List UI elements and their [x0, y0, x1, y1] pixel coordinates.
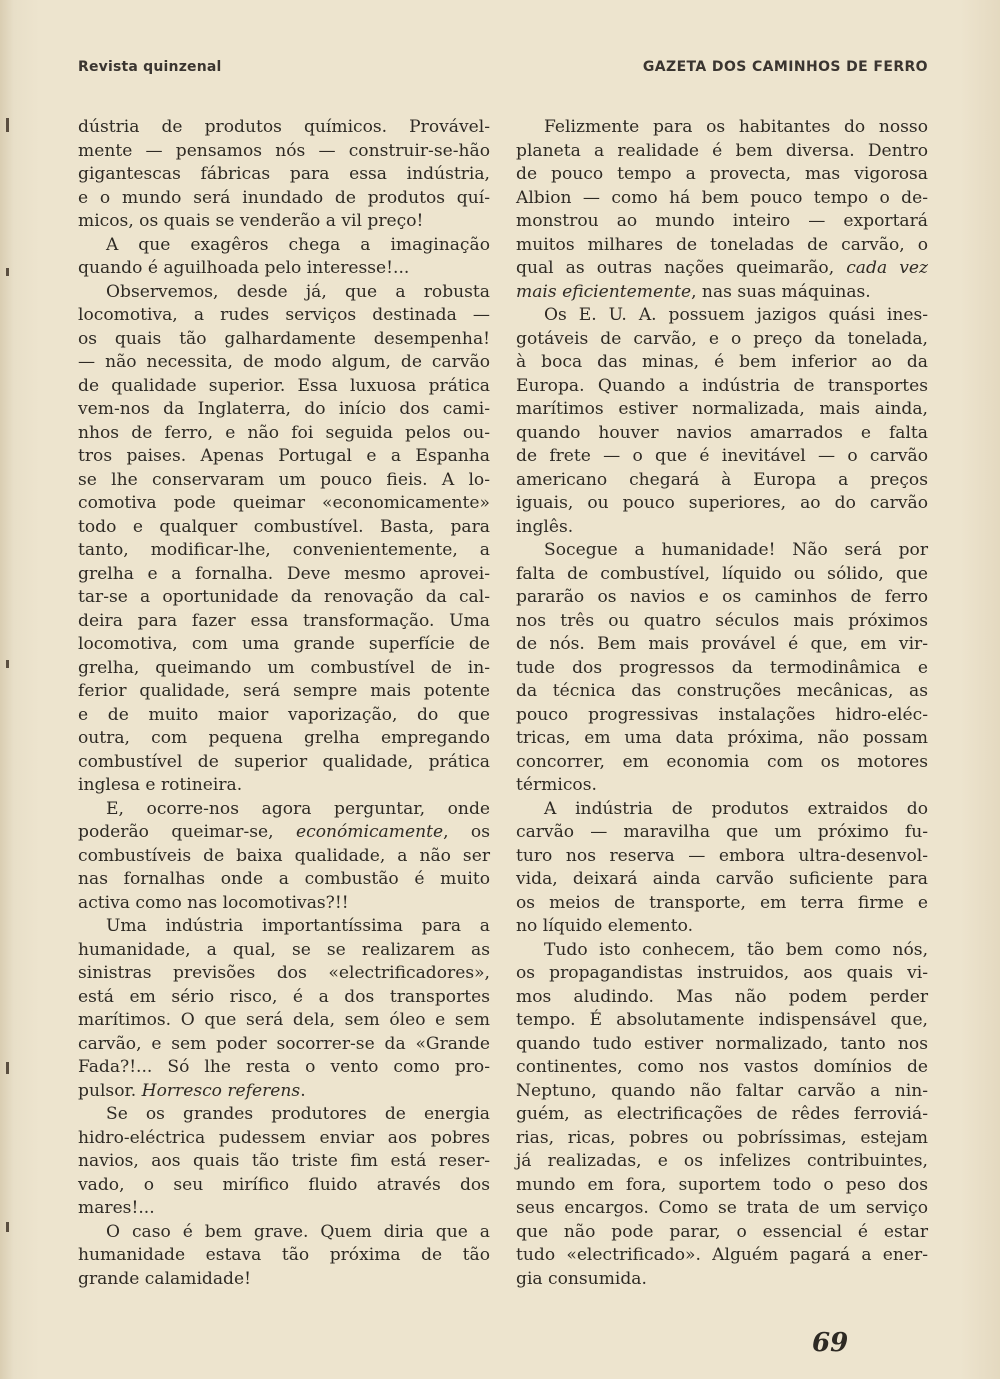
- text-line: pararão os navios e os caminhos de ferro: [516, 587, 928, 607]
- text-line: mais eficientemente, nas suas máquinas.: [516, 281, 871, 302]
- text-line: poderão queimar-se, económicamente, os: [78, 822, 490, 842]
- text-line: rias, ricas, pobres ou pobríssimas, estejam: [516, 1127, 928, 1148]
- text-line: Europa. Quando a indústria de transportes: [516, 375, 928, 396]
- running-header-right: GAZETA DOS CAMINHOS DE FERRO: [642, 59, 928, 75]
- text-line: de pouco tempo a provecta, mas vigorosa: [516, 164, 928, 184]
- text-line: tude dos progressos da termodinâmica e: [516, 657, 928, 678]
- italic-phrase: mais eficientemente: [516, 281, 692, 302]
- text-line: Observemos, desde já, que a robusta: [106, 281, 490, 302]
- text-line: tempo. É absolutamente indispensável que,: [516, 1010, 928, 1030]
- text-line: tros paises. Apenas Portugal e a Espanha: [78, 446, 490, 466]
- text-line: hidro-eléctrica pudessem enviar aos pobres: [78, 1127, 490, 1148]
- text-line: planeta a realidade é bem diversa. Dentro: [516, 140, 928, 161]
- text-line: A que exagêros chega a imaginação: [106, 234, 490, 255]
- text-line: que não pode parar, o essencial é estar: [516, 1221, 928, 1242]
- page-number: 69: [812, 1328, 849, 1358]
- spine-mark: [6, 268, 9, 276]
- text-line: gia consumida.: [516, 1268, 647, 1289]
- text-line: os quais tão galhardamente desempenha!: [78, 328, 490, 349]
- text-line: locomotiva, a rudes serviços destinada —: [78, 305, 490, 325]
- text-line: se lhe conservaram um pouco fieis. A lo-: [78, 469, 490, 490]
- text-line: O caso é bem grave. Quem diria que a: [106, 1221, 490, 1242]
- text-line: de qualidade superior. Essa luxuosa prática: [78, 375, 490, 396]
- text-line: guém, as electrificações de rêdes ferroviá-: [516, 1104, 928, 1124]
- text-line: vado, o seu mirífico fluido através dos: [78, 1174, 490, 1195]
- text-line: tricas, em uma data próxima, não possam: [516, 728, 928, 748]
- text-line: qual as outras nações queimarão, cada vez: [516, 258, 928, 278]
- text-line: carvão, e sem poder socorrer-se da «Grande: [78, 1033, 490, 1054]
- text-line: nhos de ferro, e não foi seguida pelos ou-: [78, 422, 490, 443]
- text-line: mares!...: [78, 1198, 155, 1218]
- text-line: humanidade, a qual, se se realizarem as: [78, 939, 490, 960]
- text-line: tar-se a oportunidade da renovação da cal-: [78, 587, 490, 607]
- text-line: já realizadas, e os infelizes contribuintes,: [516, 1151, 928, 1171]
- text-line: Felizmente para os habitantes do nosso: [544, 117, 928, 137]
- text-line: quando houver navios amarrados e falta: [516, 422, 928, 443]
- text-line: os meios de transporte, em terra firme e: [516, 892, 928, 913]
- italic-phrase: cada vez: [846, 258, 928, 278]
- text-line: vem-nos da Inglaterra, do início dos cami-: [78, 399, 490, 419]
- text-line: Uma indústria importantíssima para a: [106, 916, 490, 936]
- spine-mark: [6, 1222, 9, 1232]
- spine-mark: [6, 1062, 9, 1074]
- text-line: inglesa e rotineira.: [78, 775, 243, 795]
- text-line: Os E. U. A. possuem jazigos quási ines-: [544, 305, 928, 325]
- text-line: concorrer, em economia com os motores: [516, 751, 928, 772]
- text-line: Tudo isto conhecem, tão bem como nós,: [544, 939, 928, 960]
- text-line: todo e qualquer combustível. Basta, para: [78, 516, 490, 537]
- text-line: micos, os quais se venderão a vil preço!: [78, 211, 424, 231]
- text-line: marítimos estiver normalizada, mais ainda,: [516, 399, 928, 419]
- text-line: no líquido elemento.: [516, 916, 694, 936]
- text-line: locomotiva, com uma grande superfície de: [78, 634, 490, 654]
- text-line: deira para fazer essa transformação. Uma: [78, 610, 490, 631]
- text-line: está em sério risco, é a dos transportes: [78, 986, 490, 1007]
- text-line: sinistras previsões dos «electrificadores»,: [78, 963, 490, 983]
- text-line: mente — pensamos nós — construir-se-hão: [78, 140, 490, 161]
- text-line: vida, deixará ainda carvão suficiente para: [516, 869, 928, 889]
- text-line: mos aludindo. Mas não podem perder: [516, 986, 928, 1007]
- text-line: ferior qualidade, será sempre mais potente: [78, 681, 490, 701]
- text-line: americano chegará à Europa a preços: [516, 469, 928, 490]
- text-line: turo nos reserva — embora ultra-desenvol-: [516, 845, 928, 866]
- text-line: nos três ou quatro séculos mais próximos: [516, 610, 928, 631]
- text-line: A indústria de produtos extraidos do: [544, 798, 928, 819]
- text-line: combustível de superior qualidade, prática: [78, 751, 490, 772]
- text-line: Socegue a humanidade! Não será por: [544, 540, 928, 560]
- text-line: à boca das minas, é bem inferior ao da: [516, 352, 928, 372]
- text-line: e de muito maior vaporização, do que: [78, 704, 490, 725]
- text-line: mundo em fora, suportem todo o peso dos: [516, 1174, 928, 1195]
- text-column-right: [516, 116, 928, 1291]
- text-line: pouco progressivas instalações hidro-eléc-: [516, 704, 928, 725]
- text-line: tanto, modificar-lhe, convenientemente, a: [78, 540, 490, 560]
- text-line: tudo «electrificado». Alguém pagará a ener-: [516, 1245, 928, 1265]
- text-line: gotáveis de carvão, e o preço da tonelada,: [516, 328, 928, 349]
- text-line: marítimos. O que será dela, sem óleo e sem: [78, 1010, 490, 1030]
- text-line: outra, com pequena grelha empregando: [78, 728, 490, 748]
- italic-phrase: económicamente: [296, 822, 444, 842]
- text-line: inglês.: [516, 516, 574, 537]
- text-line: quando é aguilhoada pelo interesse!...: [78, 258, 410, 278]
- text-line: seus encargos. Como se trata de um serviço: [516, 1198, 928, 1218]
- text-line: iguais, ou pouco superiores, ao do carvão: [516, 493, 928, 513]
- text-column-left: [78, 116, 490, 1291]
- text-line: pulsor. Horresco referens.: [78, 1080, 306, 1101]
- running-header-left: Revista quinzenal: [78, 59, 222, 75]
- text-line: grelha e a fornalha. Deve mesmo aprovei-: [78, 563, 490, 584]
- text-line: monstrou ao mundo inteiro — exportará: [516, 211, 928, 231]
- text-line: grande calamidade!: [78, 1268, 251, 1289]
- text-line: muitos milhares de toneladas de carvão, o: [516, 234, 928, 255]
- spine-mark: [6, 118, 9, 132]
- text-line: de nós. Bem mais provável é que, em vir-: [516, 634, 928, 654]
- text-line: Neptuno, quando não faltar carvão a nin-: [516, 1080, 928, 1101]
- text-line: Albion — como há bem pouco tempo o de-: [516, 187, 928, 208]
- text-line: nas fornalhas onde a combustão é muito: [78, 869, 490, 889]
- text-line: humanidade estava tão próxima de tão: [78, 1245, 490, 1265]
- text-line: carvão — maravilha que um próximo fu-: [516, 822, 928, 842]
- text-line: Fada?!... Só lhe resta o vento como pro-: [78, 1057, 490, 1077]
- text-line: combustíveis de baixa qualidade, a não ser: [78, 845, 490, 866]
- text-line: comotiva pode queimar «economicamente»: [78, 493, 490, 513]
- text-line: e o mundo será inundado de produtos quí-: [78, 187, 490, 208]
- spine-mark: [6, 660, 9, 668]
- text-line: quando tudo estiver normalizado, tanto nos: [516, 1033, 928, 1054]
- text-line: térmicos.: [516, 775, 597, 795]
- text-line: falta de combustível, líquido ou sólido, que: [516, 563, 928, 584]
- text-line: navios, aos quais tão triste fim está reser-: [78, 1151, 490, 1171]
- text-line: dústria de produtos químicos. Provável-: [78, 117, 490, 137]
- text-line: gigantescas fábricas para essa indústria,: [78, 164, 490, 184]
- text-line: — não necessita, de modo algum, de carvão: [78, 352, 490, 372]
- text-line: da técnica das construções mecânicas, as: [516, 681, 928, 701]
- text-line: de frete — o que é inevitável — o carvão: [516, 446, 928, 466]
- text-line: grelha, queimando um combustível de in-: [78, 657, 490, 678]
- italic-phrase: Horresco referens: [141, 1080, 301, 1101]
- text-line: continentes, como nos vastos domínios de: [516, 1057, 928, 1077]
- text-line: E, ocorre-nos agora perguntar, onde: [106, 798, 490, 819]
- text-line: Se os grandes produtores de energia: [106, 1104, 490, 1124]
- text-line: os propagandistas instruidos, aos quais vi-: [516, 963, 928, 983]
- text-line: activa como nas locomotivas?!!: [78, 892, 349, 913]
